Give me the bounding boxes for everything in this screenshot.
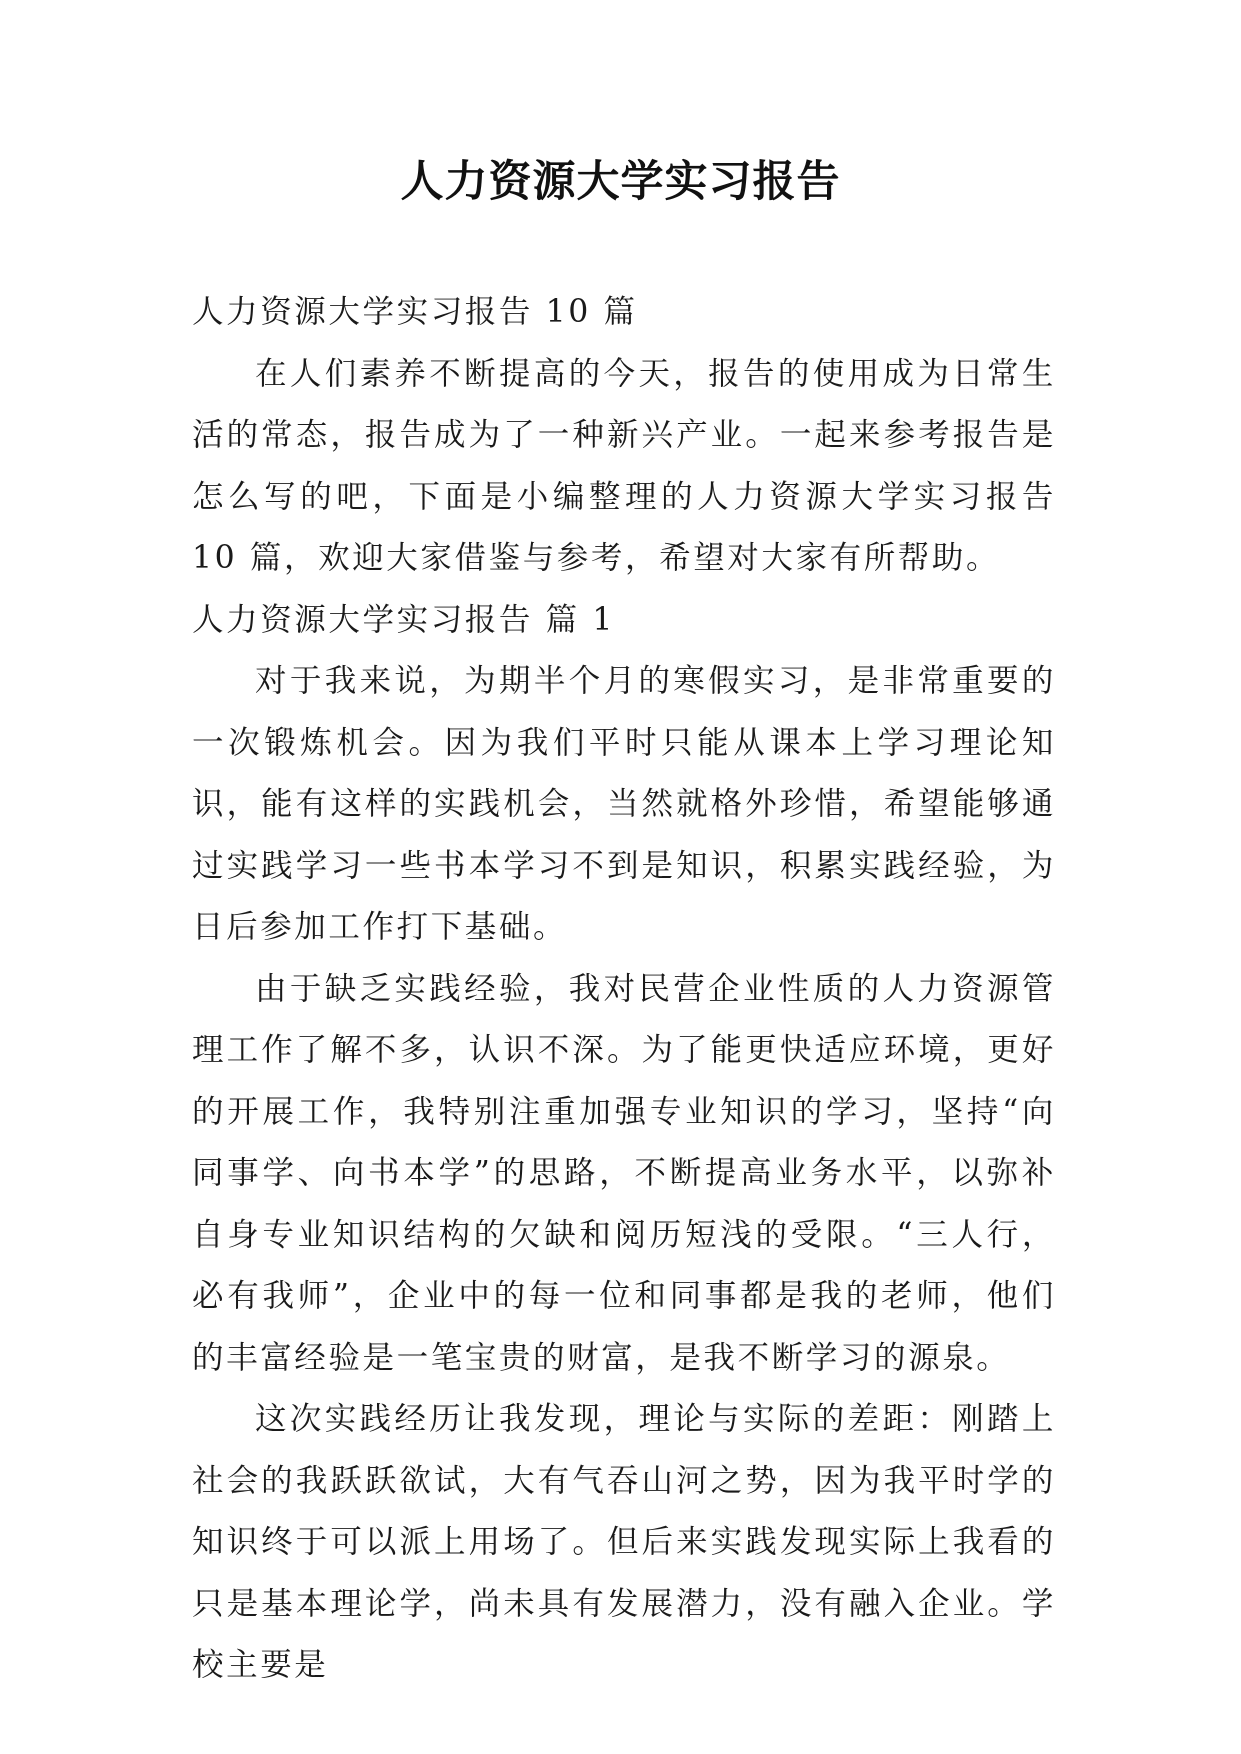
body-paragraph: 这次实践经历让我发现，理论与实际的差距：刚踏上社会的我跃跃欲试，大有气吞山河之势，因为我平时学的知识终于可以派上用场了。但后来实践发现实际上我看的只是基本理论学，尚未具有发展潜力，没有融入企业。学校主要是 xyxy=(192,1401,1056,1683)
document-body xyxy=(192,282,1056,1697)
body-paragraph: 由于缺乏实践经验，我对民营企业性质的人力资源管理工作了解不多，认识不深。为了能更快适应环境，更好的开展工作，我特别注重加强专业知识的学习，坚持“向同事学、向书本学”的思路，不断提高业务水平，以弥补自身专业知识结构的欠缺和阅历短浅的受限。“三人行，必有我师”，企业中的每一位和同事都是我的老师，他们的丰富经验是一笔宝贵的财富，是我不断学习的源泉。 xyxy=(192,970,1056,1376)
intro-paragraph: 在人们素养不断提高的今天，报告的使用成为日常生活的常态，报告成为了一种新兴产业。一起来参考报告是怎么写的吧，下面是小编整理的人力资源大学实习报告 10 篇，欢迎大家借鉴与参考，希望对大家有所帮助。 xyxy=(192,355,1056,576)
document-title: 人力资源大学实习报告 xyxy=(400,157,841,207)
report-collection-heading: 人力资源大学实习报告 10 篇 xyxy=(192,294,638,330)
body-paragraph: 对于我来说，为期半个月的寒假实习，是非常重要的一次锻炼机会。因为我们平时只能从课本上学习理论知识，能有这样的实践机会，当然就格外珍惜，希望能够通过实践学习一些书本学习不到是知识，积累实践经验，为日后参加工作打下基础。 xyxy=(192,663,1056,945)
section-heading-part-1: 人力资源大学实习报告 篇 1 xyxy=(192,601,615,638)
